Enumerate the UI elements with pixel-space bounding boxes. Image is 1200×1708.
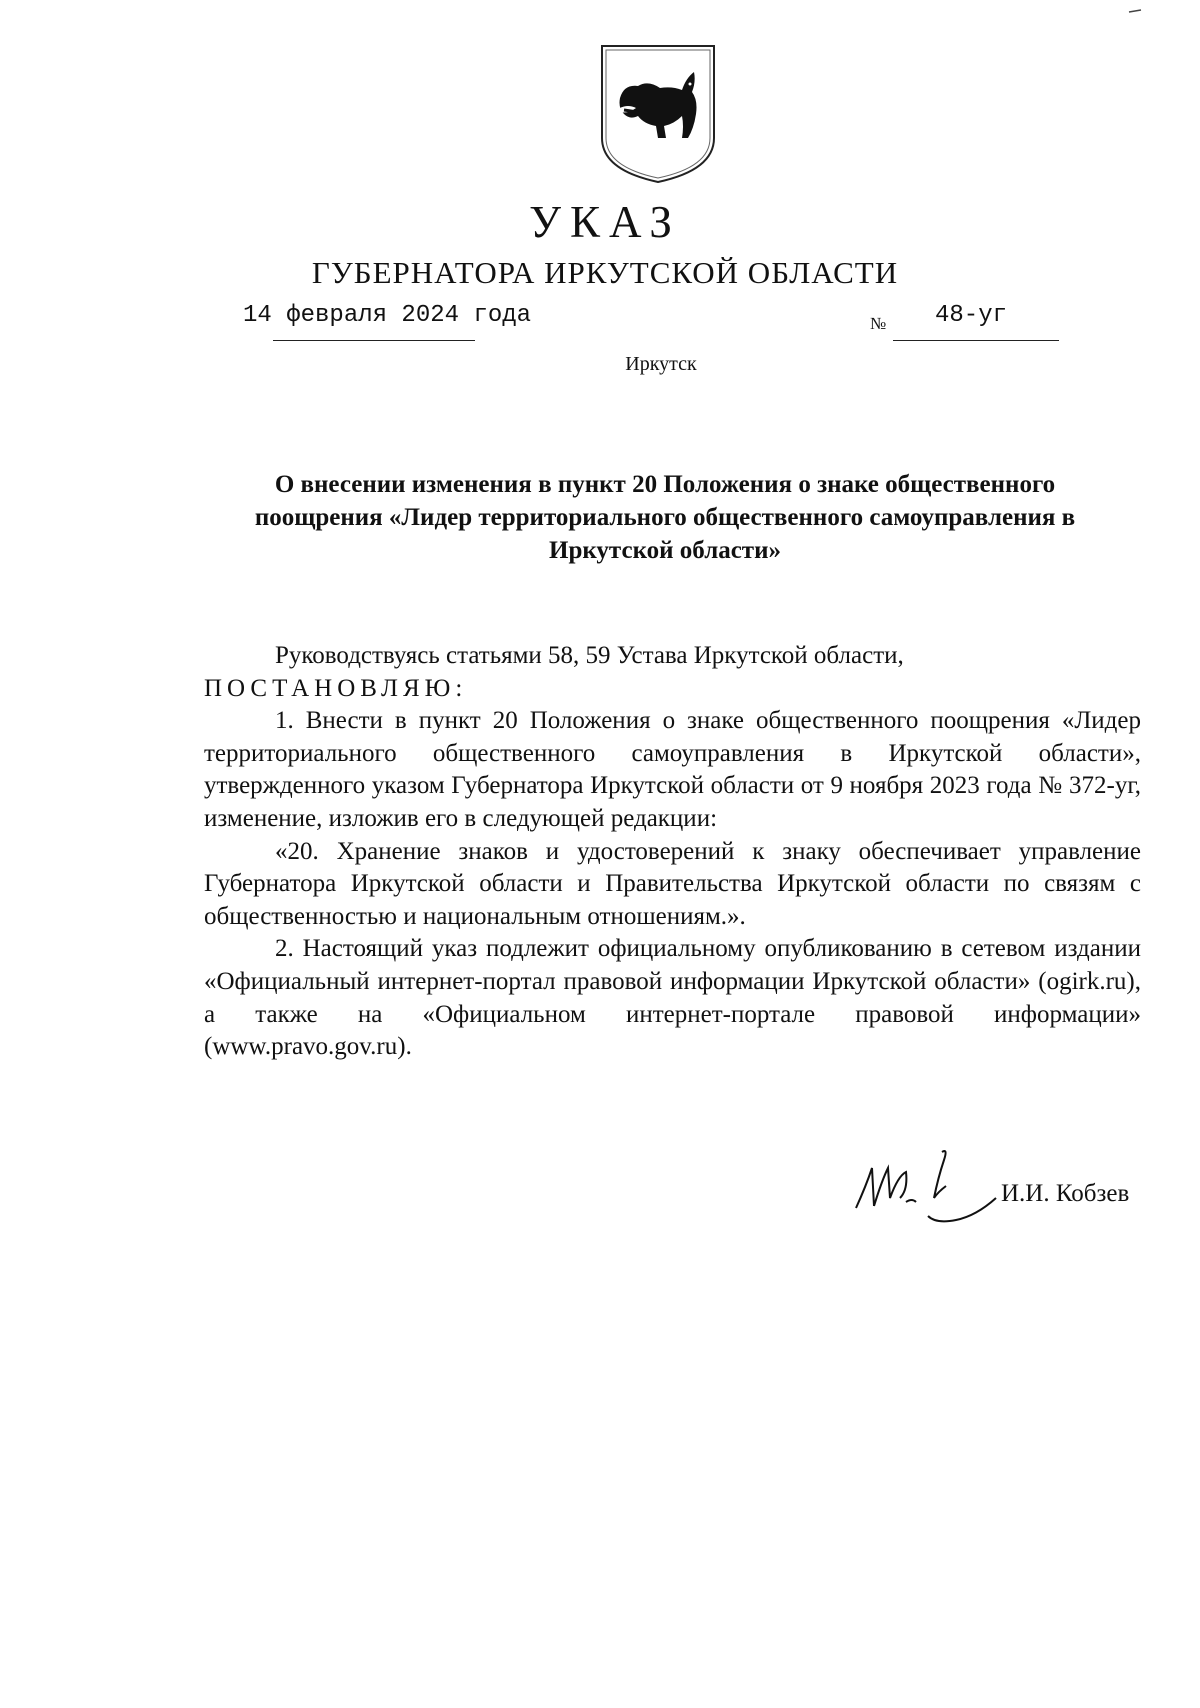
- clause-2-paragraph: 2. Настоящий указ подлежит официальному опубликованию в сетевом издании «Официальный интернет-портал правовой информации Иркутской области» (ogirk.ru), а также на «Официальном интернет-портале правовой информации» (www.pravo.gov.ru).: [204, 935, 1141, 1061]
- heading-line: Иркутской области»: [549, 537, 781, 564]
- date-underline: [273, 340, 475, 341]
- document-title: УКАЗ: [529, 197, 681, 247]
- clause-1-paragraph: 1. Внести в пункт 20 Положения о знаке общественного поощрения «Лидер территориального общественного самоуправления в Иркутской области», утвержденного указом Губернатора Иркутской области от 9 ноября 2023 года № 372-уг, изменение, изложив его в следующей редакции:: [204, 707, 1141, 832]
- heading-line: поощрения «Лидер территориального общественного самоуправления в: [254, 504, 1076, 531]
- heading-line: О внесении изменения в пункт 20 Положения о знаке общественного: [274, 471, 1056, 498]
- resolution-word: ПОСТАНОВЛЯЮ:: [204, 674, 468, 702]
- issuer-title: ГУБЕРНАТОРА ИРКУТСКОЙ ОБЛАСТИ: [311, 255, 899, 290]
- document-heading: [190, 468, 1140, 567]
- signer-name: И.И. Кобзев: [1001, 1180, 1130, 1207]
- scan-mark-icon: [1128, 8, 1142, 14]
- amendment-text-paragraph: «20. Хранение знаков и удостоверений к знаку обеспечивает управление Губернатора Иркутской области и Правительства Иркутской области по связям с общественностью и национальным отношениям.».: [204, 837, 1141, 930]
- document-city: Иркутск: [625, 353, 697, 375]
- irkutsk-coat-of-arms-icon: [598, 42, 718, 186]
- preamble-paragraph: Руководствуясь статьями 58, 59 Устава Иркутской области,: [275, 642, 904, 669]
- document-date: 14 февраля 2024 года: [243, 302, 532, 329]
- document-number: 48-уг: [935, 302, 1008, 329]
- number-underline: [893, 340, 1059, 341]
- document-body: [204, 640, 1141, 1064]
- number-label: №: [870, 314, 887, 333]
